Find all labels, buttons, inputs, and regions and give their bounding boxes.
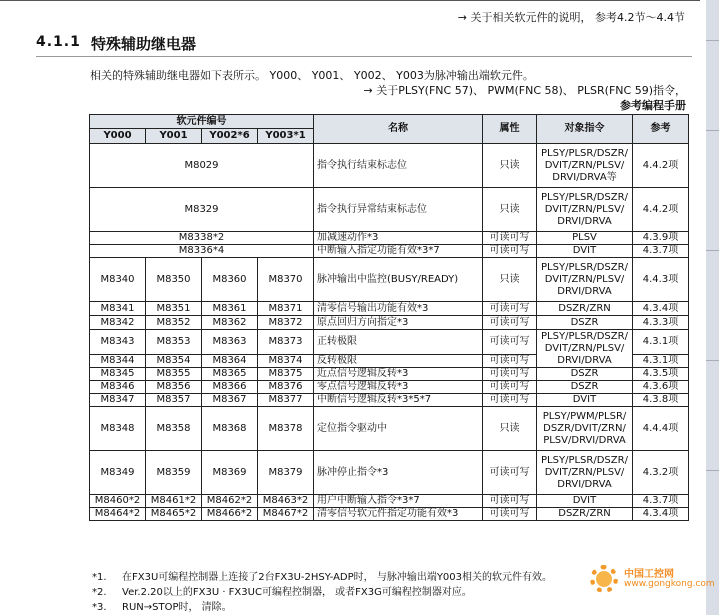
device-number-cell: M8364 [202,355,258,368]
section-number: 4.1.1 [36,34,81,50]
device-number-cell: M8366 [202,381,258,394]
instruction-cell: PLSY/PLSR/DSZR/ DVIT/ZRN/PLSV/ DRVI/DRVA等 [537,144,633,188]
attribute-cell: 可读可写 [483,232,537,245]
table-row [90,144,689,188]
section-rule [36,56,692,57]
device-number-cell: M8378 [258,407,314,451]
attribute-cell: 可读可写 [483,316,537,330]
name-cell: 脉冲输出中监控(BUSY/READY) [314,258,483,302]
reference-cell: 4.4.3项 [633,258,689,302]
top-reference: → 关于相关软元件的说明， 参考4.2节～4.4节 [457,11,685,24]
device-number-cell: M8376 [258,381,314,394]
attribute-cell: 可读可写 [483,355,537,368]
attribute-cell: 可读可写 [483,495,537,508]
table-row [90,495,689,508]
device-number-cell: M8360 [202,258,258,302]
device-number-cell: M8358 [146,407,202,451]
device-number-cell: M8340 [90,258,146,302]
table-row [90,232,689,245]
device-number-cell: M8348 [90,407,146,451]
device-number-cell: M8329 [90,188,314,232]
instruction-cell: DSZR/ZRN [537,302,633,316]
header-instruction: 对象指令 [537,115,633,144]
instruction-cell: PLSY/PLSR/DSZR/ DVIT/ZRN/PLSV/ DRVI/DRVA [537,188,633,232]
name-cell: 中断信号逻辑反转*3*5*7 [314,394,483,407]
reference-cell: 4.3.1项 [633,330,689,355]
device-number-cell: M8338*2 [90,232,314,245]
watermark-logo: 中国工控网 www.gongkong.com [590,563,710,603]
attribute-cell: 可读可写 [483,508,537,521]
device-number-cell: M8370 [258,258,314,302]
device-number-cell: M8369 [202,451,258,495]
header-device-number: 软元件编号 [90,115,314,129]
device-number-cell: M8344 [90,355,146,368]
name-cell: 加减速动作*3 [314,232,483,245]
header-y000: Y000 [90,129,146,144]
device-number-cell: M8361 [202,302,258,316]
device-number-cell: M8029 [90,144,314,188]
instruction-cell: DVIT [537,245,633,258]
device-number-cell: M8367 [202,394,258,407]
table-row [90,245,689,258]
attribute-cell: 可读可写 [483,245,537,258]
reference-cell: 4.3.1项 [633,355,689,368]
name-cell: 零点信号逻辑反转*3 [314,381,483,394]
instruction-cell: PLSV [537,232,633,245]
section-title: 特殊辅助继电器 [91,35,197,53]
attribute-cell: 可读可写 [483,368,537,381]
instruction-cell: PLSY/PLSR/DSZR/ DVIT/ZRN/PLSV/ DRVI/DRVA [537,451,633,495]
special-relay-table [89,114,689,521]
table-row [90,381,689,394]
name-cell: 定位指令驱动中 [314,407,483,451]
table-row [90,188,689,232]
reference-cell: 4.3.7项 [633,495,689,508]
reference-cell: 4.4.2项 [633,144,689,188]
instruction-cell: DSZR/ZRN [537,508,633,521]
device-number-cell: M8343 [90,330,146,355]
name-cell: 清零信号输出功能有效*3 [314,302,483,316]
table-row [90,258,689,302]
table-row [90,368,689,381]
instruction-cell: PLSY/PLSR/DSZR/ DVIT/ZRN/PLSV/ DRVI/DRVA [537,258,633,302]
device-number-cell: M8350 [146,258,202,302]
header-attribute: 属性 [483,115,537,144]
device-number-cell: M8374 [258,355,314,368]
device-number-cell: M8464*2 [90,508,146,521]
attribute-cell: 可读可写 [483,330,537,355]
reference-cell: 4.3.8项 [633,394,689,407]
device-number-cell: M8463*2 [258,495,314,508]
reference-cell: 4.3.7项 [633,245,689,258]
device-number-cell: M8349 [90,451,146,495]
table-row [90,316,689,330]
header-y002: Y002*6 [202,129,258,144]
device-number-cell: M8377 [258,394,314,407]
attribute-cell: 只读 [483,407,537,451]
device-number-cell: M8354 [146,355,202,368]
name-cell: 用户中断输入指令*3*7 [314,495,483,508]
name-cell: 反转极限 [314,355,483,368]
device-number-cell: M8467*2 [258,508,314,521]
device-number-cell: M8355 [146,368,202,381]
device-number-cell: M8347 [90,394,146,407]
name-cell: 近点信号逻辑反转*3 [314,368,483,381]
header-y003: Y003*1 [258,129,314,144]
manual-reference: 参考编程手册 [620,99,686,112]
device-number-cell: M8345 [90,368,146,381]
instruction-cell: DSZR [537,381,633,394]
attribute-cell: 只读 [483,144,537,188]
device-number-cell: M8341 [90,302,146,316]
footnote-1: *1. 在FX3U可编程控制器上连接了2台FX3U-2HSY-ADP时， 与脉冲输出端Y003相关的软元件有效。 [92,572,553,583]
instruction-cell: DVIT [537,394,633,407]
name-cell: 中断输入指定功能有效*3*7 [314,245,483,258]
footnote-3: *3. RUN→STOP时， 清除。 [92,602,232,613]
name-cell: 正转极限 [314,330,483,355]
instruction-cell: DSZR [537,316,633,330]
device-number-cell: M8363 [202,330,258,355]
device-number-cell: M8375 [258,368,314,381]
attribute-cell: 只读 [483,258,537,302]
device-number-cell: M8379 [258,451,314,495]
device-number-cell: M8371 [258,302,314,316]
reference-cell: 4.4.4项 [633,407,689,451]
device-number-cell: M8352 [146,316,202,330]
reference-cell: 4.3.5项 [633,368,689,381]
attribute-cell: 可读可写 [483,381,537,394]
device-number-cell: M8362 [202,316,258,330]
header-name: 名称 [314,115,483,144]
reference-cell: 4.3.2项 [633,451,689,495]
reference-cell: 4.3.3项 [633,316,689,330]
right-scrollbar[interactable] [706,0,719,615]
name-cell: 指令执行异常结束标志位 [314,188,483,232]
device-number-cell: M8465*2 [146,508,202,521]
table-row [90,330,689,355]
instruction-reference: → 关于PLSY(FNC 57)、 PWM(FNC 58)、 PLSR(FNC 59)指令， [363,84,686,97]
table-row [90,508,689,521]
table-row [90,407,689,451]
header-y001: Y001 [146,129,202,144]
device-number-cell: M8356 [146,381,202,394]
attribute-cell: 可读可写 [483,451,537,495]
reference-cell: 4.3.4项 [633,302,689,316]
name-cell: 原点回归方向指定*3 [314,316,483,330]
device-number-cell: M8342 [90,316,146,330]
intro-text: 相关的特殊辅助继电器如下表所示。 Y000、 Y001、 Y002、 Y003为脉冲输出端软元件。 [90,69,534,82]
header-reference: 参考 [633,115,689,144]
device-number-cell: M8365 [202,368,258,381]
footnote-2: *2. Ver.2.20以上的FX3U · FX3UC可编程控制器， 或者FX3G可编程控制器对应。 [92,587,472,598]
device-number-cell: M8462*2 [202,495,258,508]
device-number-cell: M8351 [146,302,202,316]
device-number-cell: M8336*4 [90,245,314,258]
device-number-cell: M8357 [146,394,202,407]
device-number-cell: M8460*2 [90,495,146,508]
device-number-cell: M8461*2 [146,495,202,508]
name-cell: 脉冲停止指令*3 [314,451,483,495]
reference-cell: 4.4.2项 [633,188,689,232]
table-row [90,394,689,407]
device-number-cell: M8466*2 [202,508,258,521]
attribute-cell: 可读可写 [483,302,537,316]
instruction-cell: PLSY/PLSR/DSZR/ DVIT/ZRN/PLSV/ DRVI/DRVA [537,330,633,368]
instruction-cell: DSZR [537,368,633,381]
table-row [90,451,689,495]
device-number-cell: M8346 [90,381,146,394]
table-row [90,302,689,316]
instruction-cell: PLSY/PWM/PLSR/ DSZR/DVIT/ZRN/ PLSV/DRVI/DRVA [537,407,633,451]
attribute-cell: 只读 [483,188,537,232]
reference-cell: 4.3.6项 [633,381,689,394]
reference-cell: 4.3.9项 [633,232,689,245]
footnotes [92,570,552,615]
device-number-cell: M8368 [202,407,258,451]
instruction-cell: DVIT [537,495,633,508]
device-number-cell: M8359 [146,451,202,495]
name-cell: 清零信号软元件指定功能有效*3 [314,508,483,521]
reference-cell: 4.3.4项 [633,508,689,521]
top-rule [0,0,700,1]
device-number-cell: M8353 [146,330,202,355]
name-cell: 指令执行结束标志位 [314,144,483,188]
attribute-cell: 可读可写 [483,394,537,407]
device-number-cell: M8373 [258,330,314,355]
device-number-cell: M8372 [258,316,314,330]
